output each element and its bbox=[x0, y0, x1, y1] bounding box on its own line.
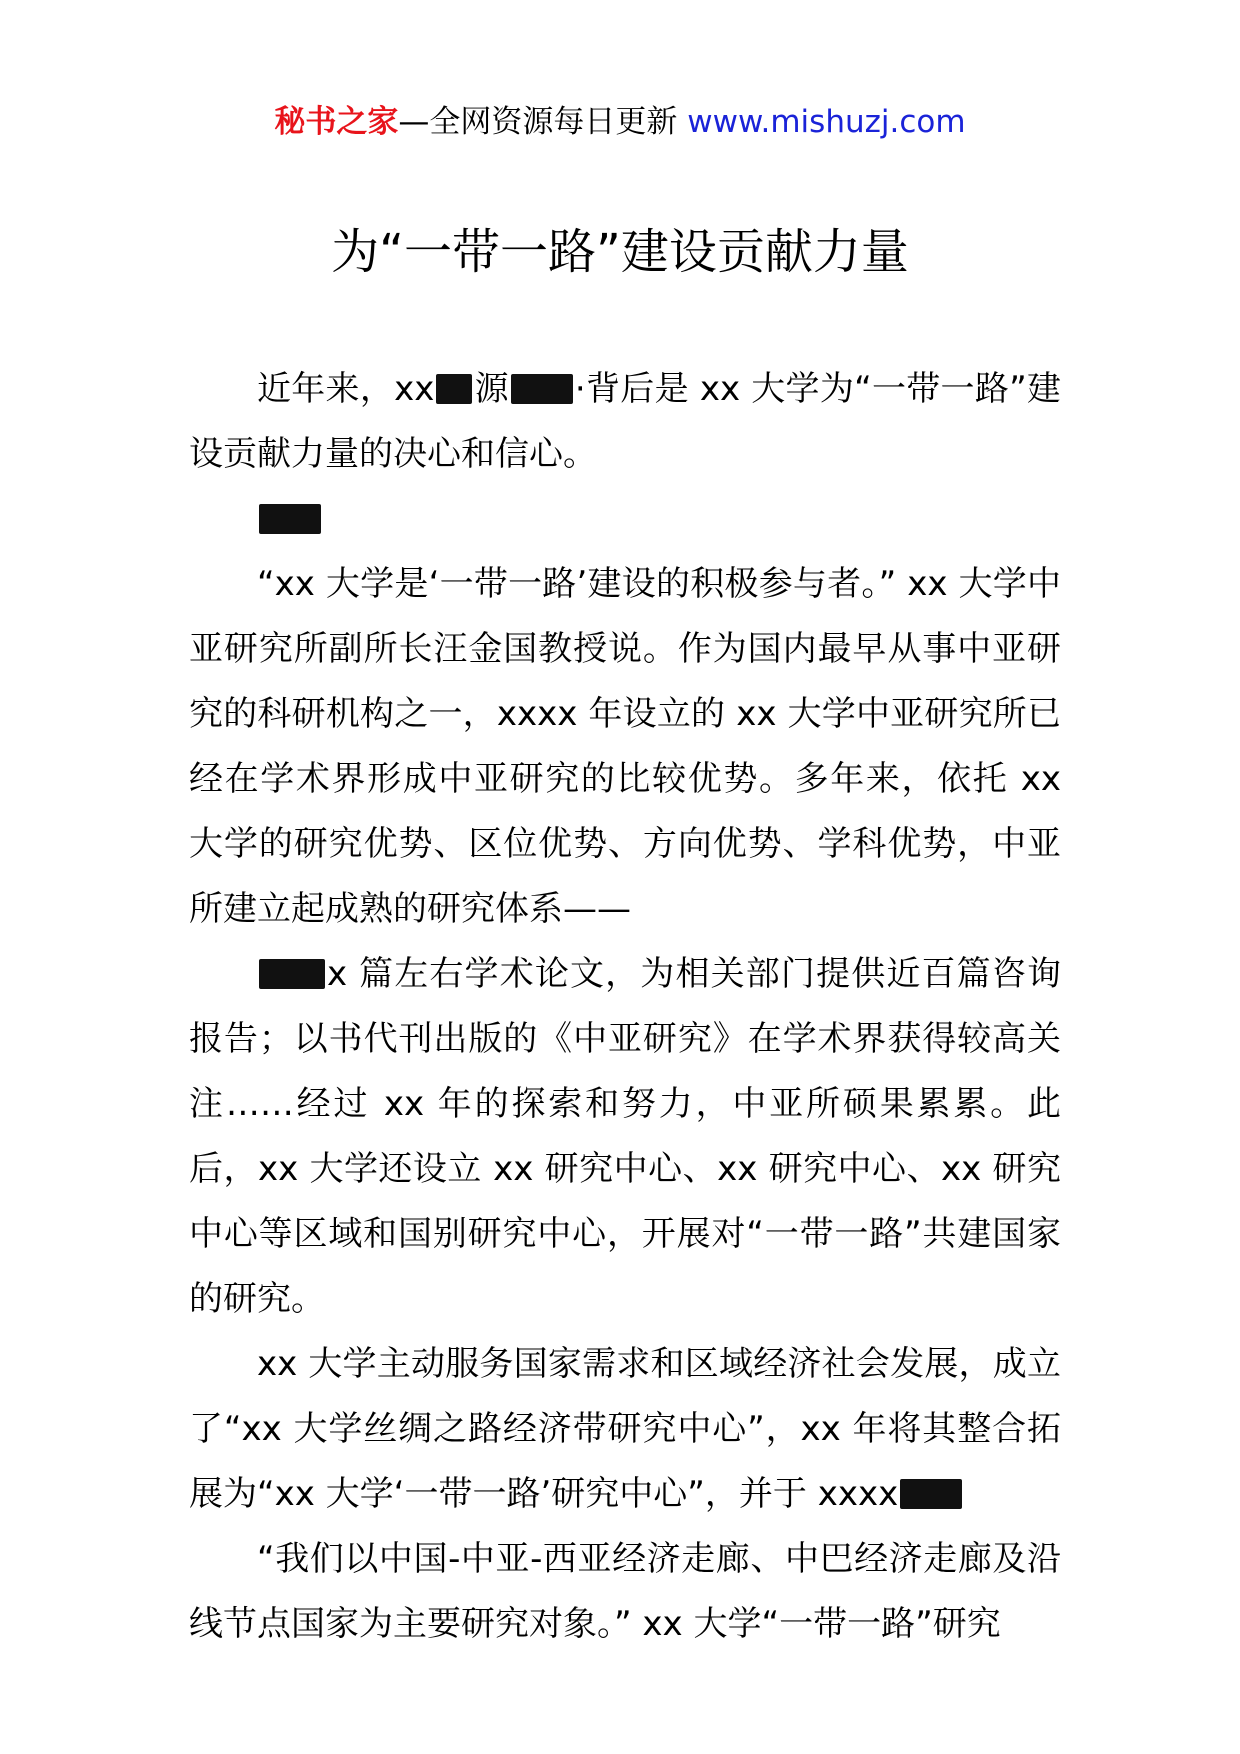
paragraph-3: “xx 大学是‘一带一路’建设的积极参与者。” xx 大学中亚研究所副所长汪金国教授说。作为国内最早从事中亚研究的科研机构之一，xxxx 年设立的 xx 大学中亚研究所已经在学术界形成中亚研究的比较优势。多年来，依托 xx 大学的研究优势、区位优势、方向优势、学科优势，中亚所建立起成熟的研究体系—— bbox=[189, 564, 1061, 929]
paragraph-1-text-b: 源 bbox=[474, 369, 509, 409]
brand-name: 秘书之家 bbox=[274, 104, 399, 140]
redaction-mark bbox=[436, 374, 472, 404]
redaction-mark bbox=[259, 959, 325, 989]
header-tagline: —全网资源每日更新 bbox=[398, 104, 678, 140]
paragraph-4 bbox=[189, 942, 1061, 1332]
paragraph-1 bbox=[189, 357, 1061, 487]
redaction-mark bbox=[511, 374, 573, 404]
paragraph-1-text-c: ·背后是 xx 大学为“一带一路”建设贡献力量的决心和信心。 bbox=[189, 369, 1061, 474]
paragraph-4-text: x 篇左右学术论文，为相关部门提供近百篇咨询报告；以书代刊出版的《中亚研究》在学术界获得较高关注……经过 xx 年的探索和努力，中亚所硕果累累。此后，xx 大学还设立 xx 研究中心、xx 研究中心、xx 研究中心等区域和国别研究中心，开展对“一带一路”共建国家的研究。 bbox=[189, 954, 1061, 1319]
section-heading bbox=[189, 487, 1061, 552]
paragraph-1-text-a: 近年来，xx bbox=[257, 369, 435, 409]
site-header bbox=[0, 100, 1240, 144]
paragraph-5 bbox=[189, 1332, 1061, 1527]
site-url-link[interactable]: www.mishuzj.com bbox=[687, 104, 966, 140]
redaction-mark bbox=[900, 1479, 962, 1509]
redaction-mark bbox=[259, 504, 321, 534]
document-title: 为“一带一路”建设贡献力量 bbox=[331, 224, 909, 280]
paragraph-6: “我们以中国-中亚-西亚经济走廊、中巴经济走廊及沿线节点国家为主要研究对象。” xx 大学“一带一路”研究 bbox=[189, 1539, 1061, 1644]
document-body bbox=[189, 357, 1061, 1657]
paragraph-5-text: xx 大学主动服务国家需求和区域经济社会发展，成立了“xx 大学丝绸之路经济带研究中心”，xx 年将其整合拓展为“xx 大学‘一带一路’研究中心”，并于 xxxx bbox=[189, 1344, 1061, 1514]
